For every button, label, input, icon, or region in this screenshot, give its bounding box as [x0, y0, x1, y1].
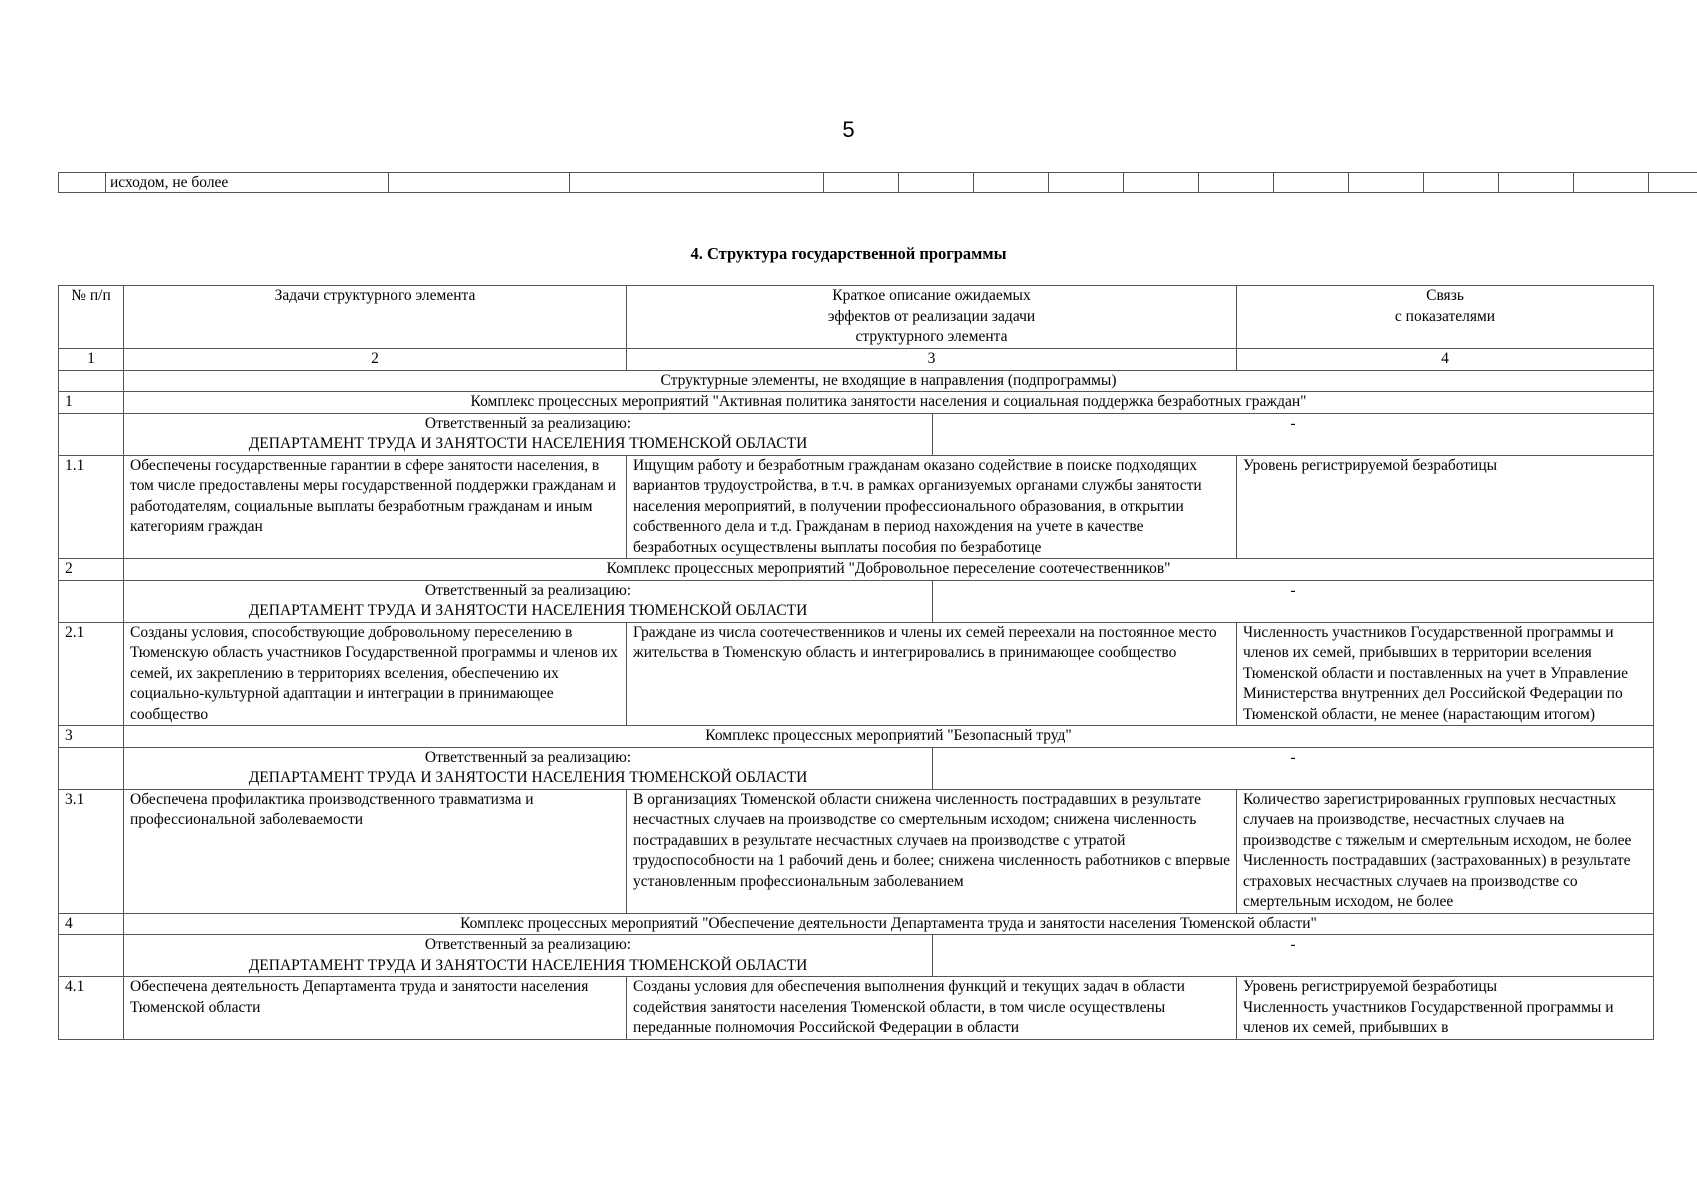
row-effect: Созданы условия для обеспечения выполнения функций и текущих задач в области содействия занятости населения Тюменской области, в том числе осуществлены переданные полномочия Российской Федерации в области: [627, 977, 1237, 1040]
complex-title: Комплекс процессных мероприятий "Активная политика занятости населения и социальная поддержка безработных граждан": [124, 392, 1654, 414]
col-number: 4: [1237, 349, 1654, 371]
row-link: [1237, 789, 1654, 913]
complex-row: [59, 559, 1654, 581]
responsible-cell: Ответственный за реализацию: ДЕПАРТАМЕНТ ТРУДА И ЗАНЯТОСТИ НАСЕЛЕНИЯ ТЮМЕНСКОЙ ОБЛАСТИ: [124, 935, 933, 977]
table-row: [59, 455, 1654, 559]
group-title-row: [59, 370, 1654, 392]
responsible-dash: -: [933, 747, 1654, 789]
responsible-dash: -: [933, 413, 1654, 455]
row-task: Обеспечена деятельность Департамента труда и занятости населения Тюменской области: [124, 977, 627, 1040]
link-line: Уровень регистрируемой безработицы: [1243, 978, 1498, 995]
row-effect: Граждане из числа соотечественников и члены их семей переехали на постоянное место жительства в Тюменскую область и интегрировались в принимающее сообщество: [627, 622, 1237, 726]
complex-title: Комплекс процессных мероприятий "Обеспечение деятельности Департамента труда и занятости населения Тюменской области": [124, 913, 1654, 935]
table-row: [59, 173, 1697, 193]
header-effects: Краткое описание ожидаемых эффектов от реализации задачи структурного элемента: [627, 286, 1237, 349]
section-title: 4. Структура государственной программы: [690, 244, 1007, 263]
row-task: Обеспечены государственные гарантии в сфере занятости населения, в том числе предоставлены меры государственной поддержки гражданам и работодателям, социальные выплаты безработным гражданам и иным категориям граждан: [124, 455, 627, 559]
complex-title: Комплекс процессных мероприятий "Безопасный труд": [124, 726, 1654, 748]
col-number: 2: [124, 349, 627, 371]
responsible-row: [59, 580, 1654, 622]
row-link: Уровень регистрируемой безработицы: [1237, 455, 1654, 559]
complex-row: [59, 726, 1654, 748]
responsible-dash: -: [933, 935, 1654, 977]
row-num: 1.1: [59, 455, 124, 559]
responsible-dash: -: [933, 580, 1654, 622]
responsible-cell: Ответственный за реализацию: ДЕПАРТАМЕНТ ТРУДА И ЗАНЯТОСТИ НАСЕЛЕНИЯ ТЮМЕНСКОЙ ОБЛАСТИ: [124, 413, 933, 455]
page-number: 5: [842, 117, 855, 142]
continued-table: [58, 172, 1697, 193]
complex-num: 3: [59, 726, 124, 748]
col-number: 3: [627, 349, 1237, 371]
row-num: 3.1: [59, 789, 124, 913]
structure-table: [58, 285, 1654, 1040]
table-header-row: [59, 286, 1654, 349]
row-link: [1237, 977, 1654, 1040]
group-title: Структурные элементы, не входящие в направления (подпрограммы): [124, 370, 1654, 392]
row-task: Обеспечена профилактика производственного травматизма и профессиональной заболеваемости: [124, 789, 627, 913]
responsible-cell: Ответственный за реализацию: ДЕПАРТАМЕНТ ТРУДА И ЗАНЯТОСТИ НАСЕЛЕНИЯ ТЮМЕНСКОЙ ОБЛАСТИ: [124, 580, 933, 622]
responsible-row: [59, 413, 1654, 455]
table-row: [59, 977, 1654, 1040]
link-line: Количество зарегистрированных групповых несчастных случаев на производстве, несчастных случаев на производстве с тяжелым и смертельным исходом, не более: [1243, 790, 1632, 849]
column-numbers-row: [59, 349, 1654, 371]
row-effect: Ищущим работу и безработным гражданам оказано содействие в поиске подходящих вариантов трудоустройства, в т.ч. в рамках организуемых органами службы занятости населения мероприятий, в получении профессионального образования, в открытии собственного дела и т.д. Гражданам в период нахождения на учете в качестве безработных осуществлены выплаты пособия по безработице: [627, 455, 1237, 559]
complex-row: [59, 392, 1654, 414]
row-effect: В организациях Тюменской области снижена численность пострадавших в результате несчастных случаев на производстве со смертельным исходом; снижена численность пострадавших в результате несчастных случаев на производстве с утратой трудоспособности на 1 рабочий день и более; снижена численность работников с впервые установленным профессиональным заболеванием: [627, 789, 1237, 913]
responsible-row: [59, 747, 1654, 789]
row-task: Созданы условия, способствующие добровольному переселению в Тюменскую область участников Государственной программы и членов их семей, их закреплению в территориях вселения, обеспечению их социально-культурной адаптации и интеграции в принимающее сообщество: [124, 622, 627, 726]
row-num: 2.1: [59, 622, 124, 726]
header-tasks: Задачи структурного элемента: [124, 286, 627, 349]
table-cell: исходом, не более: [106, 173, 389, 193]
col-number: 1: [59, 349, 124, 371]
complex-row: [59, 913, 1654, 935]
responsible-row: [59, 935, 1654, 977]
header-num: № п/п: [59, 286, 124, 349]
table-row: [59, 622, 1654, 726]
complex-num: 4: [59, 913, 124, 935]
link-line: Численность пострадавших (застрахованных) в результате страховых несчастных случаев на производстве со смертельным исходом, не более: [1243, 852, 1631, 910]
complex-title: Комплекс процессных мероприятий "Добровольное переселение соотечественников": [124, 559, 1654, 581]
header-link: Связь с показателями: [1237, 286, 1654, 349]
complex-num: 2: [59, 559, 124, 581]
responsible-cell: Ответственный за реализацию: ДЕПАРТАМЕНТ ТРУДА И ЗАНЯТОСТИ НАСЕЛЕНИЯ ТЮМЕНСКОЙ ОБЛАСТИ: [124, 747, 933, 789]
table-row: [59, 789, 1654, 913]
complex-num: 1: [59, 392, 124, 414]
link-line: Численность участников Государственной программы и членов их семей, прибывших в: [1243, 998, 1614, 1036]
row-link: Численность участников Государственной программы и членов их семей, прибывших в территории вселения Тюменской области и поставленных на учет в Управление Министерства внутренних дел Российской Федерации по Тюменской области, не менее (нарастающим итогом): [1237, 622, 1654, 726]
row-num: 4.1: [59, 977, 124, 1040]
